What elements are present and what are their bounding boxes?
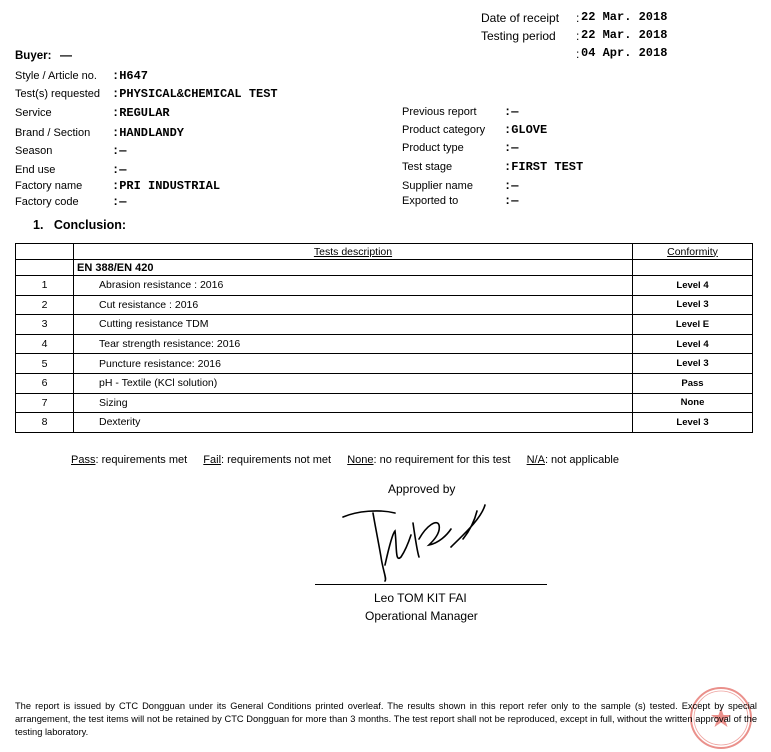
- standard-name: EN 388/EN 420: [74, 260, 633, 276]
- table-row: [16, 334, 753, 354]
- field-value: :PRI INDUSTRIAL: [112, 179, 221, 193]
- field-label: Brand / Section: [15, 127, 91, 139]
- row-conformity: Level 4: [633, 276, 753, 296]
- header-no-cell: [16, 244, 74, 260]
- testing-period-sep: :: [576, 29, 580, 43]
- row-number: 3: [16, 315, 74, 335]
- table-row: [16, 315, 753, 335]
- approver-title: Operational Manager: [365, 609, 478, 623]
- table-row: [16, 413, 753, 433]
- field-value: :—: [112, 195, 127, 209]
- field-label: Factory code: [15, 196, 79, 208]
- row-conformity: None: [633, 393, 753, 413]
- field-value: :PHYSICAL&CHEMICAL TEST: [112, 87, 278, 101]
- field-value: :FIRST TEST: [504, 160, 584, 174]
- field-label: Season: [15, 145, 53, 157]
- field-value: :—: [504, 179, 519, 193]
- row-conformity: Level 3: [633, 354, 753, 374]
- row-number: 1: [16, 276, 74, 296]
- row-number: 4: [16, 334, 74, 354]
- legend-pass-text: : requirements met: [95, 454, 188, 466]
- row-conformity: Pass: [633, 373, 753, 393]
- row-description: Tear strength resistance: 2016: [74, 334, 633, 354]
- buyer-value: —: [60, 48, 72, 62]
- legend-na-text: : not applicable: [544, 454, 619, 466]
- field-label: Previous report: [402, 106, 477, 118]
- testing-period-end-sep: :: [576, 47, 580, 61]
- field-label: Product category: [402, 124, 486, 136]
- field-label: Supplier name: [402, 180, 473, 192]
- row-description: Abrasion resistance : 2016: [74, 276, 633, 296]
- row-description: pH - Textile (KCl solution): [74, 373, 633, 393]
- row-description: Cutting resistance TDM: [74, 315, 633, 335]
- field-value: :—: [504, 105, 519, 119]
- conclusion-heading: 1. Conclusion:: [33, 218, 127, 232]
- legend-none-text: : no requirement for this test: [373, 454, 511, 466]
- table-row: [16, 373, 753, 393]
- receipt-label: Date of receipt: [481, 11, 560, 25]
- row-description: Puncture resistance: 2016: [74, 354, 633, 374]
- field-label: Test stage: [402, 161, 453, 173]
- row-number: 2: [16, 295, 74, 315]
- table-row: [16, 393, 753, 413]
- receipt-date: 22 Mar. 2018: [581, 10, 668, 24]
- row-number: 5: [16, 354, 74, 374]
- tests-description-header: Tests description: [313, 245, 393, 258]
- field-value: :REGULAR: [112, 106, 170, 120]
- testing-period-end: 04 Apr. 2018: [581, 46, 668, 60]
- legend-na-key: N/A: [526, 454, 545, 466]
- field-label: End use: [15, 164, 56, 176]
- legend: [71, 454, 619, 466]
- row-conformity: Level 3: [633, 413, 753, 433]
- field-value: :—: [112, 163, 127, 177]
- testing-period-start: 22 Mar. 2018: [581, 28, 668, 42]
- conformity-header: Conformity: [667, 245, 718, 258]
- field-value: :H647: [112, 69, 149, 83]
- row-description: Sizing: [74, 393, 633, 413]
- approved-by-label: Approved by: [388, 482, 456, 496]
- table-row: [16, 354, 753, 374]
- field-label: Test(s) requested: [15, 88, 100, 100]
- testing-period-label: Testing period: [481, 29, 556, 43]
- row-description: Dexterity: [74, 413, 633, 433]
- row-description: Cut resistance : 2016: [74, 295, 633, 315]
- buyer-label: Buyer:: [15, 50, 52, 62]
- signature-image: [335, 495, 515, 585]
- legend-none-key: None: [347, 454, 374, 466]
- field-label: Product type: [402, 142, 464, 154]
- row-number: 8: [16, 413, 74, 433]
- field-value: :GLOVE: [504, 123, 548, 137]
- table-row: [16, 295, 753, 315]
- row-number: 7: [16, 393, 74, 413]
- field-value: :HANDLANDY: [112, 126, 185, 140]
- field-label: Exported to: [402, 195, 459, 207]
- field-label: Style / Article no.: [15, 70, 97, 82]
- row-conformity: Level E: [633, 315, 753, 335]
- legend-fail-key: Fail: [203, 454, 222, 466]
- results-table: [15, 243, 753, 433]
- field-label: Factory name: [15, 180, 83, 192]
- standard-no-cell: [16, 260, 74, 276]
- field-value: :—: [504, 194, 519, 208]
- standard-conf-cell: [633, 260, 753, 276]
- standard-row: [16, 260, 753, 276]
- header-conf-cell: [633, 244, 753, 260]
- row-conformity: Level 3: [633, 295, 753, 315]
- legend-fail-text: : requirements not met: [221, 454, 332, 466]
- field-value: :—: [112, 144, 127, 158]
- signature-line: [315, 584, 547, 585]
- field-value: :—: [504, 141, 519, 155]
- table-row: [16, 276, 753, 296]
- footer-disclaimer: The report is issued by CTC Dongguan under its General Conditions printed overleaf. The results shown in this report refer only to the sample (s) tested. Except by special arrangement, the test items will not be retained by CTC Dongguan for more than 3 months. The test report shall not be reproduced, except in full, without the written approval of the testing laboratory.: [15, 701, 757, 737]
- header-desc-cell: [74, 244, 633, 260]
- field-label: Service: [15, 107, 52, 119]
- row-number: 6: [16, 373, 74, 393]
- table-header-row: [16, 244, 753, 260]
- approver-name: Leo TOM KIT FAI: [374, 591, 467, 605]
- receipt-sep: :: [576, 11, 580, 25]
- row-conformity: Level 4: [633, 334, 753, 354]
- legend-pass-key: Pass: [71, 454, 96, 466]
